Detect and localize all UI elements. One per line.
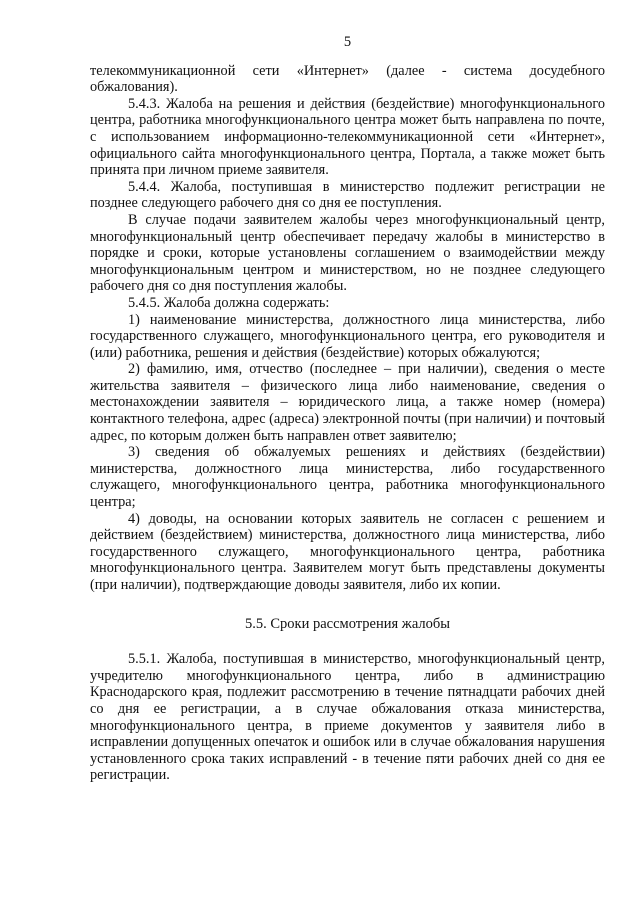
paragraph-5-4-5: 5.4.5. Жалоба должна содержать: [128,294,330,311]
page-number: 5 [343,34,352,50]
list-item-2: 2) фамилию, имя, отчество (последнее – при наличии), сведения о месте жительства заявителя – физического лица либо наименование, сведения о местонахождении заявителя – юридического лица, а также номер (номера) контактного телефона, адрес (адреса) электронной почты (при наличии) и почтовый адрес, по которым должен быть направлен ответ заявителю; [90,361,605,444]
section-title: 5.5. Сроки рассмотрения жалобы [245,615,450,632]
paragraph-5-5-1: 5.5.1. Жалоба, поступившая в министерство, многофункциональный центр, учредителю многофункционального центра, либо в администрацию Краснодарского края, подлежит рассмотрению в течение пятнадцати рабочих дней со дня ее регистрации, а в случае обжалования отказа министерства, многофункционального центра, в приеме документов у заявителя либо в исправлении допущенных опечаток и ошибок или в случае обжалования нарушения установленного срока таких исправлений - в течение пяти рабочих дней со дня ее регистрации. [90,651,605,784]
paragraph-5-4-3: 5.4.3. Жалоба на решения и действия (бездействие) многофункционального центра, работника многофункционального центра может быть направлена по почте, с использованием информационно-телекоммуникационной сети «Интернет», официального сайта многофункционального центра, Портала, а также может быть принята при личном приеме заявителя. [90,95,605,179]
list-item-1: 1) наименование министерства, должностного лица министерства, либо государственного служащего, многофункционального центра, его руководителя и (или) работника, решения и действия (бездействие) которых обжалуются; [90,311,605,361]
list-item-3: 3) сведения об обжалуемых решениях и действиях (бездействии) министерства, должностного лица министерства, либо государственного служащего, многофункционального центра, работника многофункционального центра; [90,444,605,511]
paragraph-mfc-transfer: В случае подачи заявителем жалобы через многофункциональный центр, многофункциональный центр обеспечивает передачу жалобы в министерство в порядке и сроки, которые установлены соглашением о взаимодействии между многофункциональным центром и министерством, но не позднее следующего рабочего дня со дня поступления жалобы. [90,211,605,295]
paragraph-continuation: телекоммуникационной сети «Интернет» (далее - система досудебного обжалования). [90,62,605,96]
list-item-4: 4) доводы, на основании которых заявитель не согласен с решением и действием (бездействием) министерства, должностного лица министерства, либо государственного служащего, многофункционального центра, работника многофункционального центра. Заявителем могут быть представлены документы (при наличии), подтверждающие доводы заявителя, либо их копии. [90,510,605,593]
document-page [90,34,605,784]
paragraph-5-4-4: 5.4.4. Жалоба, поступившая в министерство подлежит регистрации не позднее следующего рабочего дня со дня ее поступления. [90,178,605,212]
